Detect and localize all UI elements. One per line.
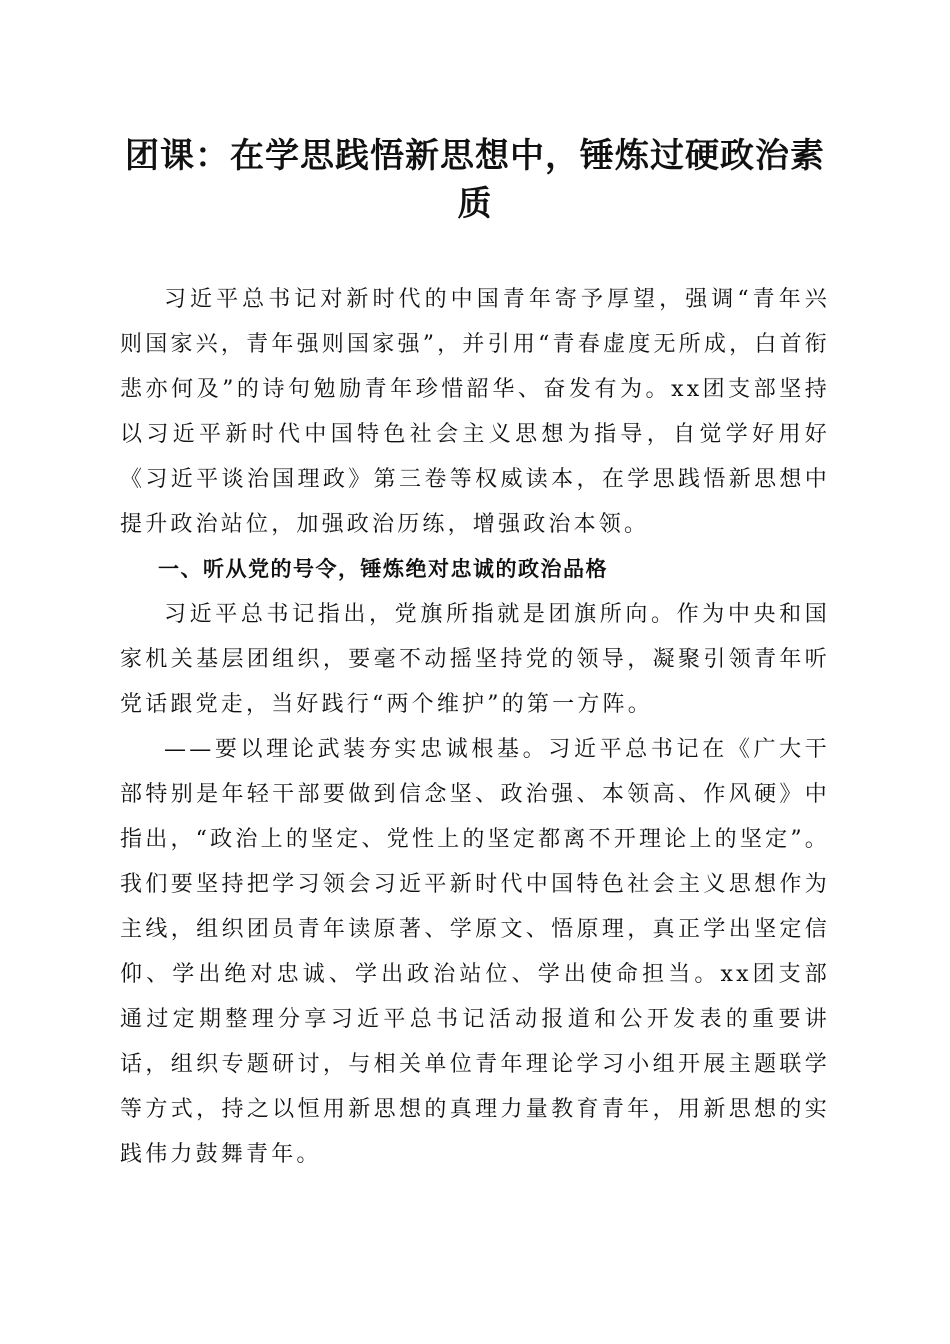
section-paragraph-2: ——要以理论武装夯实忠诚根基。习近平总书记在《广大干部特别是年轻干部要做到信念坚、政治强、本领高、作风硬》中指出，“政治上的坚定、党性上的坚定都离不开理论上的坚定”。我们要坚持把学习领会习近平新时代中国特色社会主义思想作为主线，组织团员青年读原著、学原文、悟原理，真正学出坚定信仰、学出绝对忠诚、学出政治站位、学出使命担当。xx团支部通过定期整理分享习近平总书记活动报道和公开发表的重要讲话，组织专题研讨，与相关单位青年理论学习小组开展主题联学等方式，持之以恒用新思想的真理力量教育青年，用新思想的实践伟力鼓舞青年。 <box>120 737 830 1167</box>
document-title: 团课：在学思践悟新思想中，锤炼过硬政治素质 <box>125 136 825 224</box>
intro-paragraph: 习近平总书记对新时代的中国青年寄予厚望，强调“青年兴则国家兴，青年强则国家强”，并引用“青春虚度无所成，白首衔悲亦何及”的诗句勉励青年珍惜韶华、奋发有为。xx团支部坚持以习近平新时代中国特色社会主义思想为指导，自觉学好用好《习近平谈治国理政》第三卷等权威读本，在学思践悟新思想中提升政治站位，加强政治历练，增强政治本领。 <box>120 287 830 537</box>
document-body <box>120 277 830 1177</box>
section-paragraph-1: 习近平总书记指出，党旗所指就是团旗所向。作为中央和国家机关基层团组织，要毫不动摇坚持党的领导，凝聚引领青年听党话跟党走，当好践行“两个维护”的第一方阵。 <box>120 602 830 717</box>
section-heading: 一、听从党的号令，锤炼绝对忠诚的政治品格 <box>158 557 608 581</box>
